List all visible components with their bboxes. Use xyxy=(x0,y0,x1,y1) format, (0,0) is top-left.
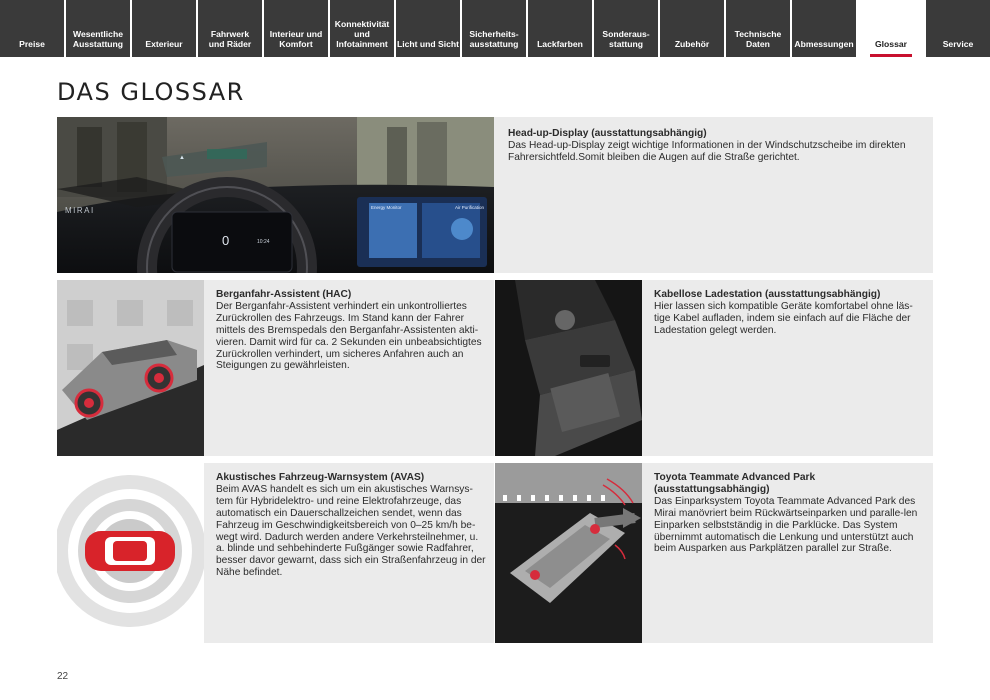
nav-tab-label: Abmessungen xyxy=(794,39,854,49)
nav-tab-label: Lackfarben xyxy=(537,39,583,49)
nav-tab-konnektivitaet[interactable] xyxy=(330,0,394,57)
screen-title: Energy Monitor xyxy=(371,205,402,210)
nav-tab-zubehoer[interactable] xyxy=(660,0,724,57)
avas-text xyxy=(216,472,486,579)
glossary-entry-advanced-park xyxy=(495,463,933,643)
nav-tab-exterieur[interactable] xyxy=(132,0,196,57)
avas-image xyxy=(57,463,204,643)
nav-tab-service[interactable] xyxy=(926,0,990,57)
nav-tab-label: Zubehör xyxy=(674,39,710,49)
page-number: 22 xyxy=(57,671,69,682)
top-navigation xyxy=(0,0,990,57)
nav-tab-technische-daten[interactable] xyxy=(726,0,790,57)
entry-title: Akustisches Fahrzeug-Warnsystem (AVAS) xyxy=(216,472,425,483)
wireless-charging-image xyxy=(495,280,642,456)
nav-tab-label: Exterieur xyxy=(145,39,183,49)
nav-tab-licht-und-sicht[interactable] xyxy=(396,0,460,57)
entry-body: Das Head-up-Display zeigt wichtige Informationen in der Windschutzscheibe im direkten Fahrersichtfeld.Somit bleiben die Augen auf die Straße gerichtet. xyxy=(508,139,906,163)
nav-tab-label: Wesentliche Ausstattung xyxy=(72,29,124,49)
hac-image xyxy=(57,280,204,456)
hud-text xyxy=(508,128,923,164)
nav-tab-label: Service xyxy=(942,39,974,49)
nav-tab-label: Sonderaus- stattung xyxy=(602,29,650,49)
parking-illustration xyxy=(495,463,642,643)
entry-title: Head-up-Display (ausstattungsabhängig) xyxy=(508,128,707,139)
glossary-entry-avas xyxy=(57,463,494,643)
entry-title: Berganfahr-Assistent (HAC) xyxy=(216,289,352,300)
nav-tab-label: Glossar xyxy=(874,39,907,49)
page-title: DAS GLOSSAR xyxy=(57,78,245,106)
glossary-entry-wireless-charging xyxy=(495,280,933,456)
nav-tab-lackfarben[interactable] xyxy=(528,0,592,57)
nav-tab-abmessungen[interactable] xyxy=(792,0,856,57)
nav-tab-fahrwerk[interactable] xyxy=(198,0,262,57)
nav-tab-sicherheitsausstattung[interactable] xyxy=(462,0,526,57)
speed-readout: 0 xyxy=(222,233,230,248)
svg-text:▲: ▲ xyxy=(179,155,185,161)
entry-body: Das Einparksystem Toyota Teammate Advanced Park des Mirai manövriert beim Rückwärtseinparken und paralle-len Einparken selbstständig in die Parklücke. Das System übernimmt automatisch die Lenkung und unterstützt auch beim Ausparken aus Parkplätzen parallel zur Straße. xyxy=(654,495,918,555)
nav-tab-glossar[interactable] xyxy=(858,0,924,57)
glossary-entry-hud xyxy=(57,117,933,273)
nav-tab-label: Preise xyxy=(19,39,45,49)
advanced-park-image xyxy=(495,463,642,643)
hud-image xyxy=(57,117,494,273)
brand-text: MIRAI xyxy=(65,206,95,215)
nav-tab-sonderausstattung[interactable] xyxy=(594,0,658,57)
nav-tab-wesentliche-ausstattung[interactable] xyxy=(66,0,130,57)
nav-tab-label: Technische Daten xyxy=(734,29,782,49)
sound-waves-car-illustration xyxy=(57,463,204,643)
console-illustration xyxy=(495,280,642,456)
entry-body: Hier lassen sich kompatible Geräte komfortabel ohne läs-tige Kabel aufladen, indem sie einfach auf die Fläche der Ladestation gelegt werden. xyxy=(654,300,913,336)
nav-tab-preise[interactable] xyxy=(0,0,64,57)
nav-tab-label: Interieur und Komfort xyxy=(269,29,323,49)
park-text xyxy=(654,472,926,555)
entry-title: Kabellose Ladestation (ausstattungsabhängig) xyxy=(654,289,881,300)
nav-tab-label: Fahrwerk und Räder xyxy=(208,29,252,49)
time-readout: 10:24 xyxy=(257,239,270,245)
nav-tab-label: Konnektivität und Infotainment xyxy=(334,19,390,49)
hac-text xyxy=(216,289,486,372)
entry-title: Toyota Teammate Advanced Park (ausstattungsabhängig) xyxy=(654,472,816,495)
hill-car-illustration xyxy=(57,280,204,456)
glossary-entry-hac xyxy=(57,280,494,456)
entry-body: Beim AVAS handelt es sich um ein akustisches Warnsys-tem für Hybridelektro- und reine Elektrofahrzeuge, das automatisch ein Dauerschallzeichen sendet, wenn das Fahrzeug im Geschwindigkeitsbereich von 0–25 km/h be-wegt wird. Dadurch werden andere Verkehrsteilnehmer, u. a. blinde und sehbehinderte Fußgänger sowie Radfahrer, besser davor gewarnt, dass sich ein Straßenfahrzeug in der Nähe befindet. xyxy=(216,483,486,579)
nav-tab-interieur[interactable] xyxy=(264,0,328,57)
hud-illustration xyxy=(57,117,494,273)
nav-tab-label: Licht und Sicht xyxy=(396,39,460,49)
wireless-text xyxy=(654,289,924,337)
nav-tab-label: Sicherheits- ausstattung xyxy=(469,29,519,49)
entry-body: Der Berganfahr-Assistent verhindert ein unkontrolliertes Zurückrollen des Fahrzeugs. Im Stand kann der Fahrer mittels des Bremspedals den Berganfahr-Assistenten akti-vieren. Damit wird für ca. 2 Sekunden ein unbeabsichtigtes Zurückrollen verhindert, um sicheres Anfahren auch an Steigungen zu gewährleisten. xyxy=(216,300,482,372)
screen-title-2: Air Purification xyxy=(455,205,485,210)
active-tab-indicator xyxy=(870,54,912,57)
